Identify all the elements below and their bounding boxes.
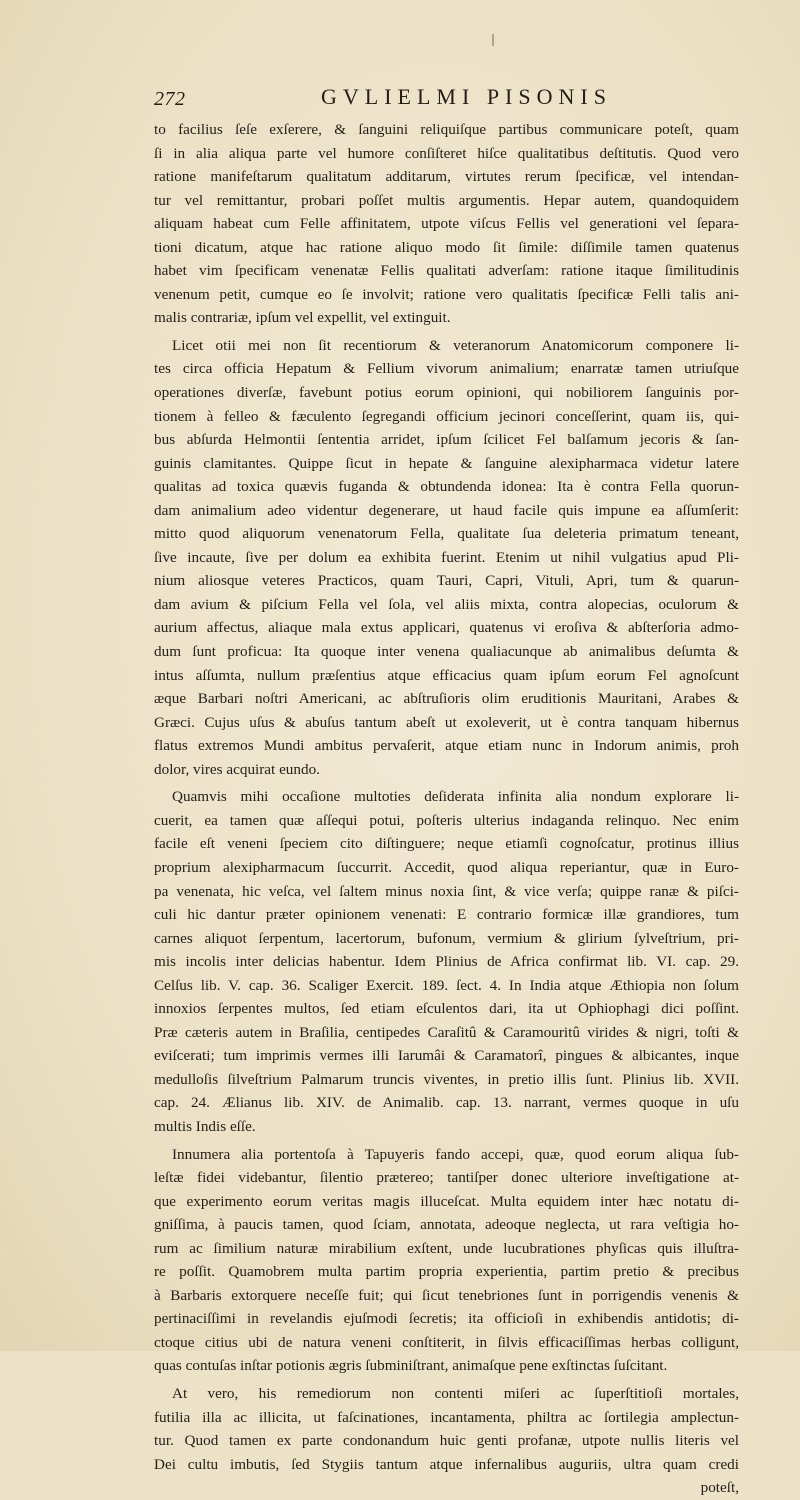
text-line: ctoque citius ubi de natura veneni conſtiterit, in ſilvis efficaciſſimas herbas colligunt, <box>154 1333 739 1351</box>
text-line: rum ac ſimilium naturæ mirabilium exſtent, unde lucubrationes phyſicas quis illuſtra- <box>154 1239 739 1257</box>
text-line: Quamvis mihi occaſione multoties deſiderata infinita alia nondum explorare li- <box>172 788 739 806</box>
text-line: multis Indis eſſe. <box>154 1117 256 1135</box>
text-line: tioni dicatum, atque hac ratione aliquo modo ſit ſimile: diſſimile tamen quatenus <box>154 238 739 256</box>
text-line: cap. 24. Ælianus lib. XIV. de Animalib. cap. 13. narrant, vermes quoque in uſu <box>154 1094 739 1112</box>
text-line: dum ſunt proficua: Ita quoque inter venena qualiacunque ab animalibus deſumta & <box>154 643 739 661</box>
text-line: operationes diverſæ, favebunt potius eorum opinioni, qui nobiliorem ſanguinis por- <box>154 384 739 402</box>
text-line: pa venenata, hic veſca, vel ſaltem minus noxia ſint, & vice verſa; quippe ranæ & piſci- <box>154 882 739 900</box>
text-line: facile eſt veneni ſpeciem cito diſtinguere; neque etiamſi cognoſcatur, protinus illius <box>154 835 739 853</box>
text-line: ſive incaute, ſive per dolum ea exhibita fuerint. Etenim ut nihil vulgatius apud Pli- <box>154 548 739 566</box>
text-line: flatus extremos Mundi ambitus pervaſerit, atque etiam nunc in Indorum animis, proh <box>154 737 739 755</box>
page-number: 272 <box>154 88 186 110</box>
running-head <box>154 84 739 116</box>
paragraph <box>154 334 739 781</box>
text-line: dolor, vires acquirat eundo. <box>154 760 320 778</box>
text-line: carnes aliquot ſerpentum, lacertorum, bufonum, vermium & glirium ſylveſtrium, pri- <box>154 929 739 947</box>
text-line: eviſcerati; tum imprimis vermes illi Iarumâi & Caramatorî, pingues & albicantes, inque <box>154 1047 739 1065</box>
text-line: Licet otii mei non ſit recentiorum & veteranorum Anatomicorum componere li- <box>172 336 739 354</box>
text-line: tur. Quod tamen ex parte condonandum huic genti profanæ, utpote nullis literis vel <box>154 1432 739 1450</box>
text-line: Celſus lib. V. cap. 36. Scaliger Exercit. 189. ſect. 4. In India atque Æthiopia non ſolum <box>154 976 739 994</box>
text-line: medulloſis ſilveſtrium Palmarum truncis viventes, in pretio illis ſunt. Plinius lib. XVII. <box>154 1070 739 1088</box>
text-line: pertinaciſſimi in revelandis ejuſmodi ſecretis; ita officioſi in exhibendis antidotis; di- <box>154 1310 739 1328</box>
text-line: Præ cæteris autem in Braſilia, centipedes Caraſitû & Caramouritû virides & nigri, toſti & <box>154 1023 739 1041</box>
text-line: ratione manifeſtarum qualitatum additarum, virtutes rerum ſpecificæ, vel intendan- <box>154 168 739 186</box>
text-line: tur vel remittantur, probari poſſet multis argumentis. Hepar autem, quandoquidem <box>154 191 739 209</box>
text-line: Dei cultu imbutis, ſed Stygiis tantum atque infernalibus auguriis, ultra quam credi <box>154 1455 739 1473</box>
main-text <box>154 118 739 1500</box>
running-title: GVLIELMI PISONIS <box>321 84 612 109</box>
text-line: re poſſit. Quamobrem multa partim propria experientia, partim pretio & precibus <box>154 1263 739 1281</box>
text-line: to facilius ſeſe exſerere, & ſanguini reliquiſque partibus communicare poteſt, quam <box>154 121 739 138</box>
paragraph <box>154 785 739 1138</box>
text-line: que experimento eorum veritas magis illuceſcat. Multa equidem inter hæc notatu di- <box>154 1192 739 1210</box>
text-line: aliquam habeat cum Felle affinitatem, utpote viſcus Fellis vel generationi vel ſepara- <box>154 215 739 233</box>
text-line: aurium affectus, aliaque mala extus applicari, quatenus vi eroſiva & abſterſoria admo- <box>154 619 739 637</box>
text-line: futilia illa ac illicita, ut faſcinationes, incantamenta, philtra ac ſortilegia amplectun- <box>154 1408 739 1426</box>
text-line: tes circa officia Hepatum & Fellium vivorum animalium; enarratæ tamen utriuſque <box>154 360 739 378</box>
paragraph <box>154 1382 739 1500</box>
gutter-mark <box>492 34 494 46</box>
text-line: malis contrariæ, ipſum vel expellit, vel extinguit. <box>154 309 451 327</box>
text-line: nium aliosque veteres Practicos, quam Tauri, Capri, Vituli, Apri, tum & quarun- <box>154 572 739 590</box>
text-line: culi hic dantur præter opinionem venenati: E contrario formicæ illæ grandiores, tum <box>154 906 739 924</box>
text-line: At vero, his remediorum non contenti miſeri ac ſuperſtitioſi mortales, <box>172 1384 739 1402</box>
text-line: tionem à felleo & fæculento ſegregandi officium jecinori conceſſerint, quam iis, qui- <box>154 407 739 425</box>
text-line: cuerit, ea tamen quæ aſſequi potui, poſteris ulterius indaganda relinquo. Nec enim <box>154 811 739 829</box>
text-line: guinis clamitantes. Quippe ſicut in hepate & ſanguine alexipharmaca videtur latere <box>154 454 739 472</box>
text-line: proprium alexipharmacum ſuccurrit. Accedit, quod aliqua reperiantur, quæ in Euro- <box>154 858 739 876</box>
text-line: quas contuſas inſtar potionis ægris ſubminiſtrant, animaſque pene exſtinctas ſuſcitant. <box>154 1357 668 1375</box>
text-line: gniſſima, à paucis tamen, quod ſciam, annotata, adeoque neglecta, ut rara veſtigia ho- <box>154 1216 739 1234</box>
text-line: æque Barbari noſtri Americani, ac abſtruſioris olim eruditionis Mauritani, Arabes & <box>154 690 739 708</box>
text-line: bus abſurda Helmontii ſententia arridet, ipſum ſcilicet Fel balſamum jecoris & ſan- <box>154 431 739 449</box>
text-line: qualitas ad toxica quævis fuganda & obtundenda idonea: Ita è contra Fella quorun- <box>154 478 739 496</box>
text-line: mitto quod aliquorum venenatorum Fella, qualitate ſua deleteria primatum teneant, <box>154 525 739 543</box>
text-line: leſtæ fidei videbantur, ſilentio prætereo; tantiſper donec ulteriore inveſtigatione at- <box>154 1169 739 1187</box>
catchword: poteſt, <box>700 1479 739 1497</box>
text-line: Innumera alia portentoſa à Tapuyeris fando accepi, quæ, quod eorum aliqua ſub- <box>172 1145 739 1163</box>
text-line: intus aſſumta, nullum præſentius atque efficacius quam ipſum eorum Fel agnoſcunt <box>154 666 739 684</box>
text-line: ſi in alia aliqua parte vel humore conſiſteret hiſce qualitatibus deſtitutis. Quod vero <box>154 144 739 162</box>
text-line: dam animalium adeo videntur degenerare, ut haud facile quis impune ea aſſumſerit: <box>154 501 739 519</box>
paragraph <box>154 1143 739 1378</box>
text-line: dam avium & piſcium Fella vel ſola, vel aliis mixta, contra alopecias, oculorum & <box>154 595 739 613</box>
text-line: mis incolis inter delicias habentur. Idem Plinius de Africa confirmat lib. VI. cap. 29. <box>154 953 739 971</box>
text-line: à Barbaris extorquere neceſſe fuit; qui ſicut tenebriones ſunt in porrigendis venenis & <box>154 1286 739 1304</box>
text-line: Græci. Cujus uſus & abuſus tantum abeſt ut exoleverit, ut è contra tanquam hibernus <box>154 713 739 731</box>
text-line: venenum petit, cumque eo ſe involvit; ratione vero qualitatis ſpecificæ Felli talis ani- <box>154 285 739 303</box>
text-line: habet vim ſpecificam venenatæ Fellis qualitati adverſam: ratione itaque ſimilitudinis <box>154 262 739 280</box>
text-line: innoxios ſerpentes multos, ſed etiam eſculentos dari, ita ut Ophiophagi dici poſſint. <box>154 1000 739 1018</box>
paragraph <box>154 118 739 330</box>
